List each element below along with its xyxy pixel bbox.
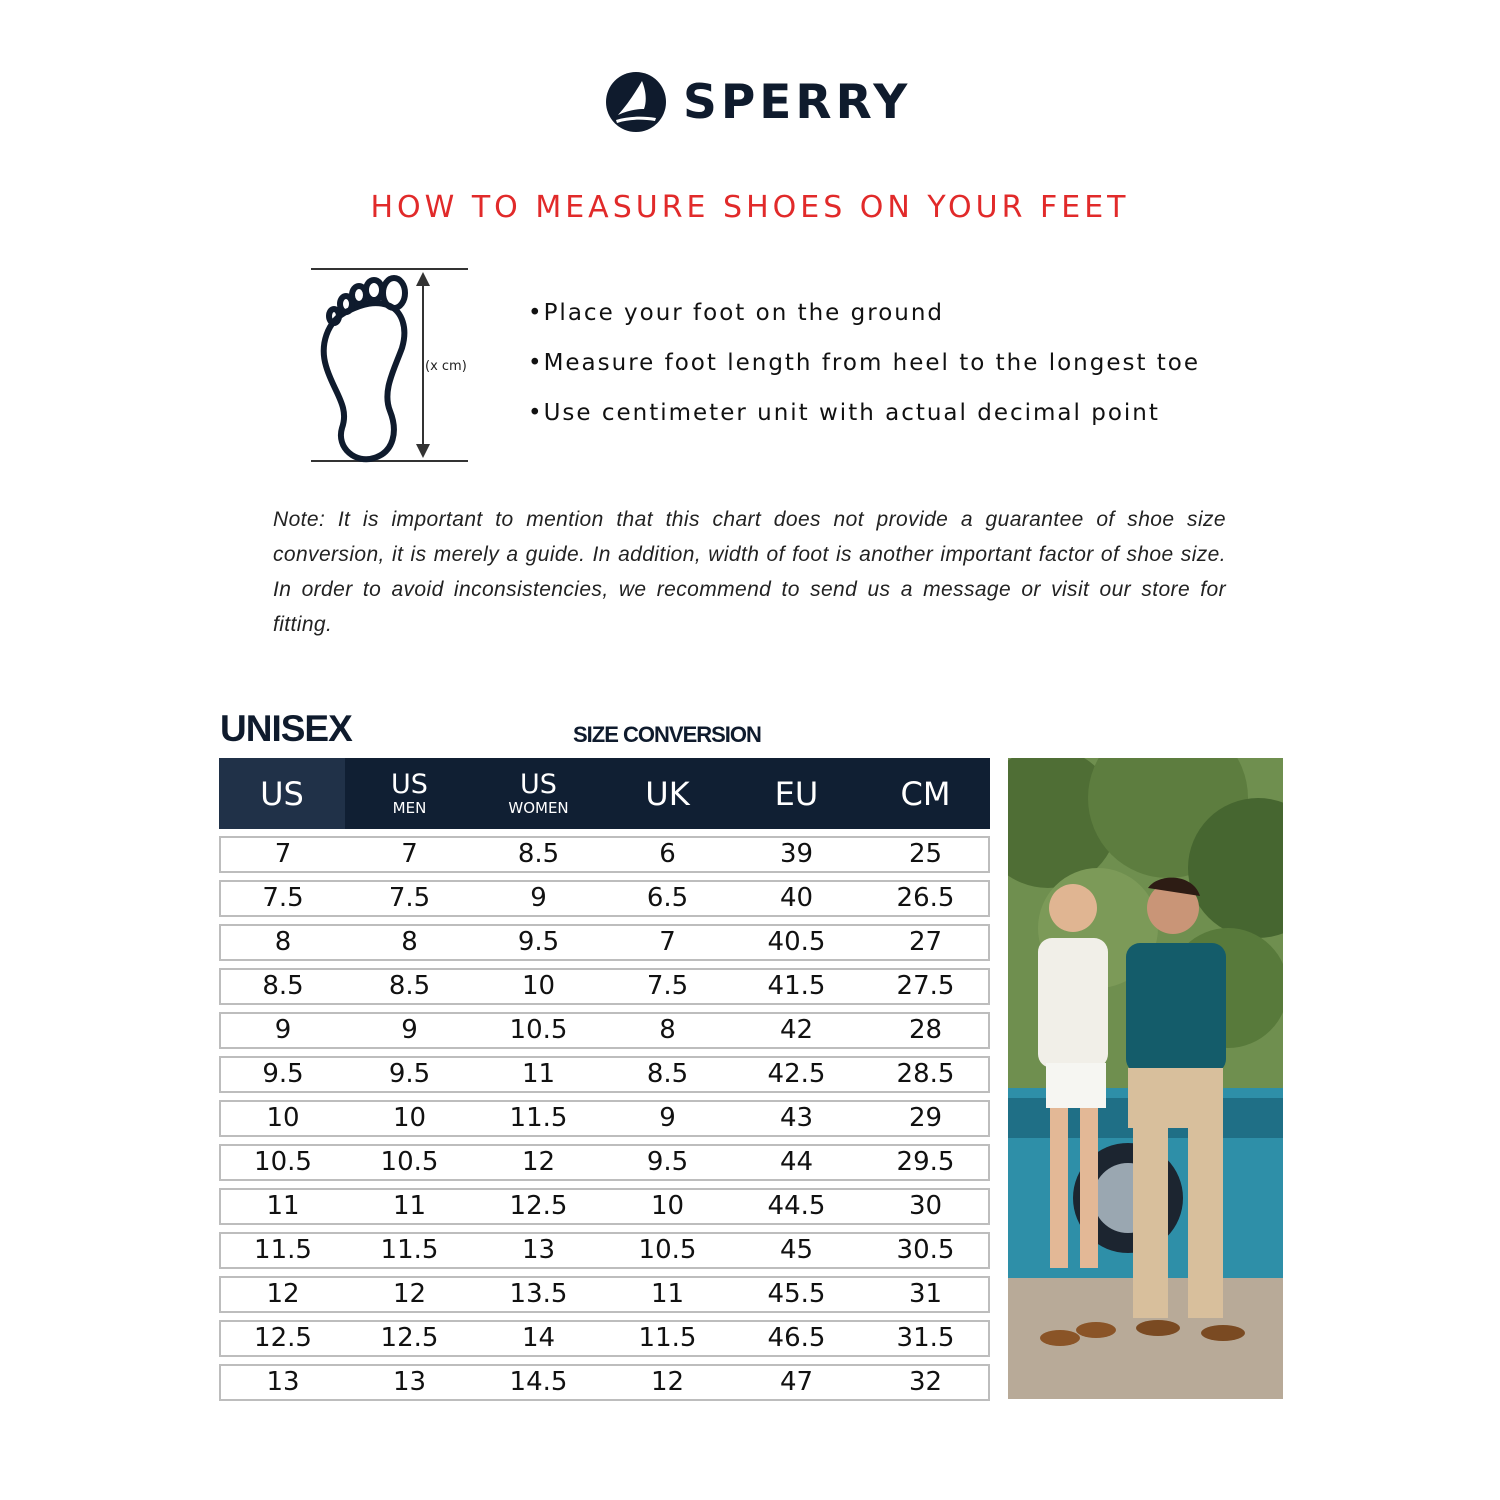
- foot-measure-diagram: [308, 266, 478, 466]
- cell-us-women: 10: [521, 971, 556, 1001]
- cell-us: 10.5: [254, 1147, 312, 1177]
- cell-us-men: 13: [392, 1367, 427, 1397]
- table-row: [219, 1100, 990, 1137]
- cell-us-men: 8.5: [388, 971, 431, 1001]
- column-header-sublabel: MEN: [392, 798, 427, 817]
- cell-uk: 8.5: [646, 1059, 689, 1089]
- cell-us-men: 11.5: [380, 1235, 439, 1265]
- cell-us: 13: [266, 1367, 300, 1397]
- column-header-uk: [603, 758, 732, 829]
- cell-us-men: 7.5: [388, 883, 431, 913]
- cell-us-men: 8: [401, 927, 418, 957]
- table-row: [219, 924, 990, 961]
- cell-uk: 8: [659, 1015, 676, 1045]
- cell-us: 7: [274, 839, 292, 869]
- table-row: [219, 1188, 990, 1225]
- cell-eu: 47: [779, 1367, 814, 1397]
- cell-us-men: 11: [392, 1191, 427, 1221]
- cell-eu: 43: [779, 1103, 814, 1133]
- cell-us-women: 11.5: [509, 1103, 568, 1133]
- table-row: [219, 1320, 990, 1357]
- cell-uk: 10: [650, 1191, 685, 1221]
- cell-us: 11.5: [254, 1235, 312, 1265]
- cell-us-men: 9.5: [388, 1059, 431, 1089]
- column-header-eu: [732, 758, 861, 829]
- table-row: [219, 1012, 990, 1049]
- cell-cm: 32: [908, 1367, 943, 1397]
- measure-label: (x cm): [425, 359, 467, 374]
- cell-us: 9.5: [262, 1059, 304, 1089]
- cell-cm: 25: [908, 839, 943, 869]
- cell-eu: 42.5: [767, 1059, 826, 1089]
- cell-cm: 28.5: [896, 1059, 955, 1089]
- cell-cm: 31.5: [896, 1323, 955, 1353]
- column-header-label: US: [260, 774, 304, 813]
- column-header-label: UK: [645, 774, 690, 813]
- cell-us-women: 11: [521, 1059, 556, 1089]
- cell-us: 10: [266, 1103, 300, 1133]
- cell-cm: 29: [908, 1103, 943, 1133]
- cell-cm: 30.5: [896, 1235, 955, 1265]
- table-row: [219, 836, 990, 873]
- column-header-sublabel: WOMEN: [508, 798, 569, 817]
- cell-eu: 45.5: [767, 1279, 826, 1309]
- cell-uk: 7.5: [646, 971, 689, 1001]
- cell-uk: 6: [659, 839, 676, 869]
- cell-uk: 10.5: [638, 1235, 697, 1265]
- table-row: [219, 1276, 990, 1313]
- cell-us-men: 10.5: [380, 1147, 439, 1177]
- cell-eu: 40: [779, 883, 814, 913]
- cell-us-women: 14: [521, 1323, 556, 1353]
- brand-name: SPERRY: [683, 74, 912, 130]
- cell-cm: 29.5: [896, 1147, 955, 1177]
- column-header-label: EU: [774, 774, 819, 813]
- disclaimer-note: Note: It is important to mention that this chart does not provide a guarantee of shoe size conversion, it is merely a guide. In addition, width of foot is another important factor of shoe size. In order to avoid inconsistencies, we recommend to send us a message or visit our store for fitting.: [273, 508, 1226, 636]
- cell-eu: 45: [779, 1235, 814, 1265]
- cell-us-women: 9.5: [517, 927, 560, 957]
- lifestyle-photo: [1008, 758, 1283, 1399]
- step-3: •Use centimeter unit with actual decimal point: [528, 400, 1160, 426]
- cell-us-women: 12.5: [509, 1191, 568, 1221]
- cell-eu: 40.5: [767, 927, 826, 957]
- cell-cm: 28: [908, 1015, 943, 1045]
- table-header: [219, 758, 990, 829]
- cell-us-women: 14.5: [509, 1367, 568, 1397]
- cell-uk: 9: [659, 1103, 676, 1133]
- section-title: UNISEX: [220, 708, 352, 749]
- table-row: [219, 968, 990, 1005]
- cell-us-men: 9: [401, 1015, 418, 1045]
- step-2: •Measure foot length from heel to the longest toe: [528, 350, 1201, 376]
- size-table-body: [219, 836, 990, 1408]
- cell-us-women: 9: [530, 883, 547, 913]
- cell-uk: 9.5: [646, 1147, 689, 1177]
- cell-cm: 27: [908, 927, 943, 957]
- cell-uk: 7: [659, 927, 676, 957]
- cell-us-women: 10.5: [509, 1015, 568, 1045]
- cell-us: 8.5: [262, 971, 304, 1001]
- column-header-us-men: [345, 758, 474, 829]
- table-row: [219, 1364, 990, 1401]
- cell-us-women: 8.5: [517, 839, 560, 869]
- footprint-icon: [324, 278, 405, 459]
- cell-cm: 31: [908, 1279, 943, 1309]
- page-headline: HOW TO MEASURE SHOES ON YOUR FEET: [370, 190, 1130, 225]
- column-header-label: US: [520, 768, 557, 800]
- cell-eu: 39: [779, 839, 814, 869]
- cell-us: 9: [274, 1015, 292, 1045]
- cell-us: 7.5: [262, 883, 304, 913]
- column-header-label: CM: [900, 774, 951, 813]
- cell-eu: 42: [779, 1015, 814, 1045]
- cell-us: 11: [266, 1191, 300, 1221]
- step-1: •Place your foot on the ground: [528, 300, 945, 326]
- cell-uk: 6.5: [646, 883, 689, 913]
- brand-logo: [605, 70, 911, 134]
- column-header-us-women: [474, 758, 603, 829]
- cell-us-women: 13: [521, 1235, 556, 1265]
- cell-cm: 30: [908, 1191, 943, 1221]
- cell-us: 12: [266, 1279, 300, 1309]
- cell-eu: 46.5: [767, 1323, 826, 1353]
- cell-uk: 12: [650, 1367, 685, 1397]
- table-row: [219, 1056, 990, 1093]
- table-row: [219, 880, 990, 917]
- cell-us-men: 10: [392, 1103, 427, 1133]
- table-caption: SIZE CONVERSION: [573, 722, 761, 747]
- cell-us-men: 12.5: [380, 1323, 439, 1353]
- cell-cm: 26.5: [896, 883, 955, 913]
- column-header-us: [219, 758, 345, 829]
- cell-us-women: 12: [521, 1147, 556, 1177]
- cell-eu: 44.5: [767, 1191, 826, 1221]
- cell-us-women: 13.5: [509, 1279, 568, 1309]
- cell-eu: 44: [779, 1147, 814, 1177]
- cell-us: 12.5: [254, 1323, 312, 1353]
- cell-us-men: 12: [392, 1279, 427, 1309]
- sailboat-icon: [605, 71, 667, 133]
- measure-steps: [528, 296, 1200, 446]
- column-header-label: US: [391, 768, 428, 800]
- cell-us: 8: [274, 927, 292, 957]
- cell-eu: 41.5: [767, 971, 826, 1001]
- column-header-cm: [861, 758, 990, 829]
- cell-uk: 11: [650, 1279, 685, 1309]
- table-row: [219, 1144, 990, 1181]
- cell-us-men: 7: [401, 839, 418, 869]
- table-row: [219, 1232, 990, 1269]
- cell-cm: 27.5: [896, 971, 955, 1001]
- cell-uk: 11.5: [638, 1323, 697, 1353]
